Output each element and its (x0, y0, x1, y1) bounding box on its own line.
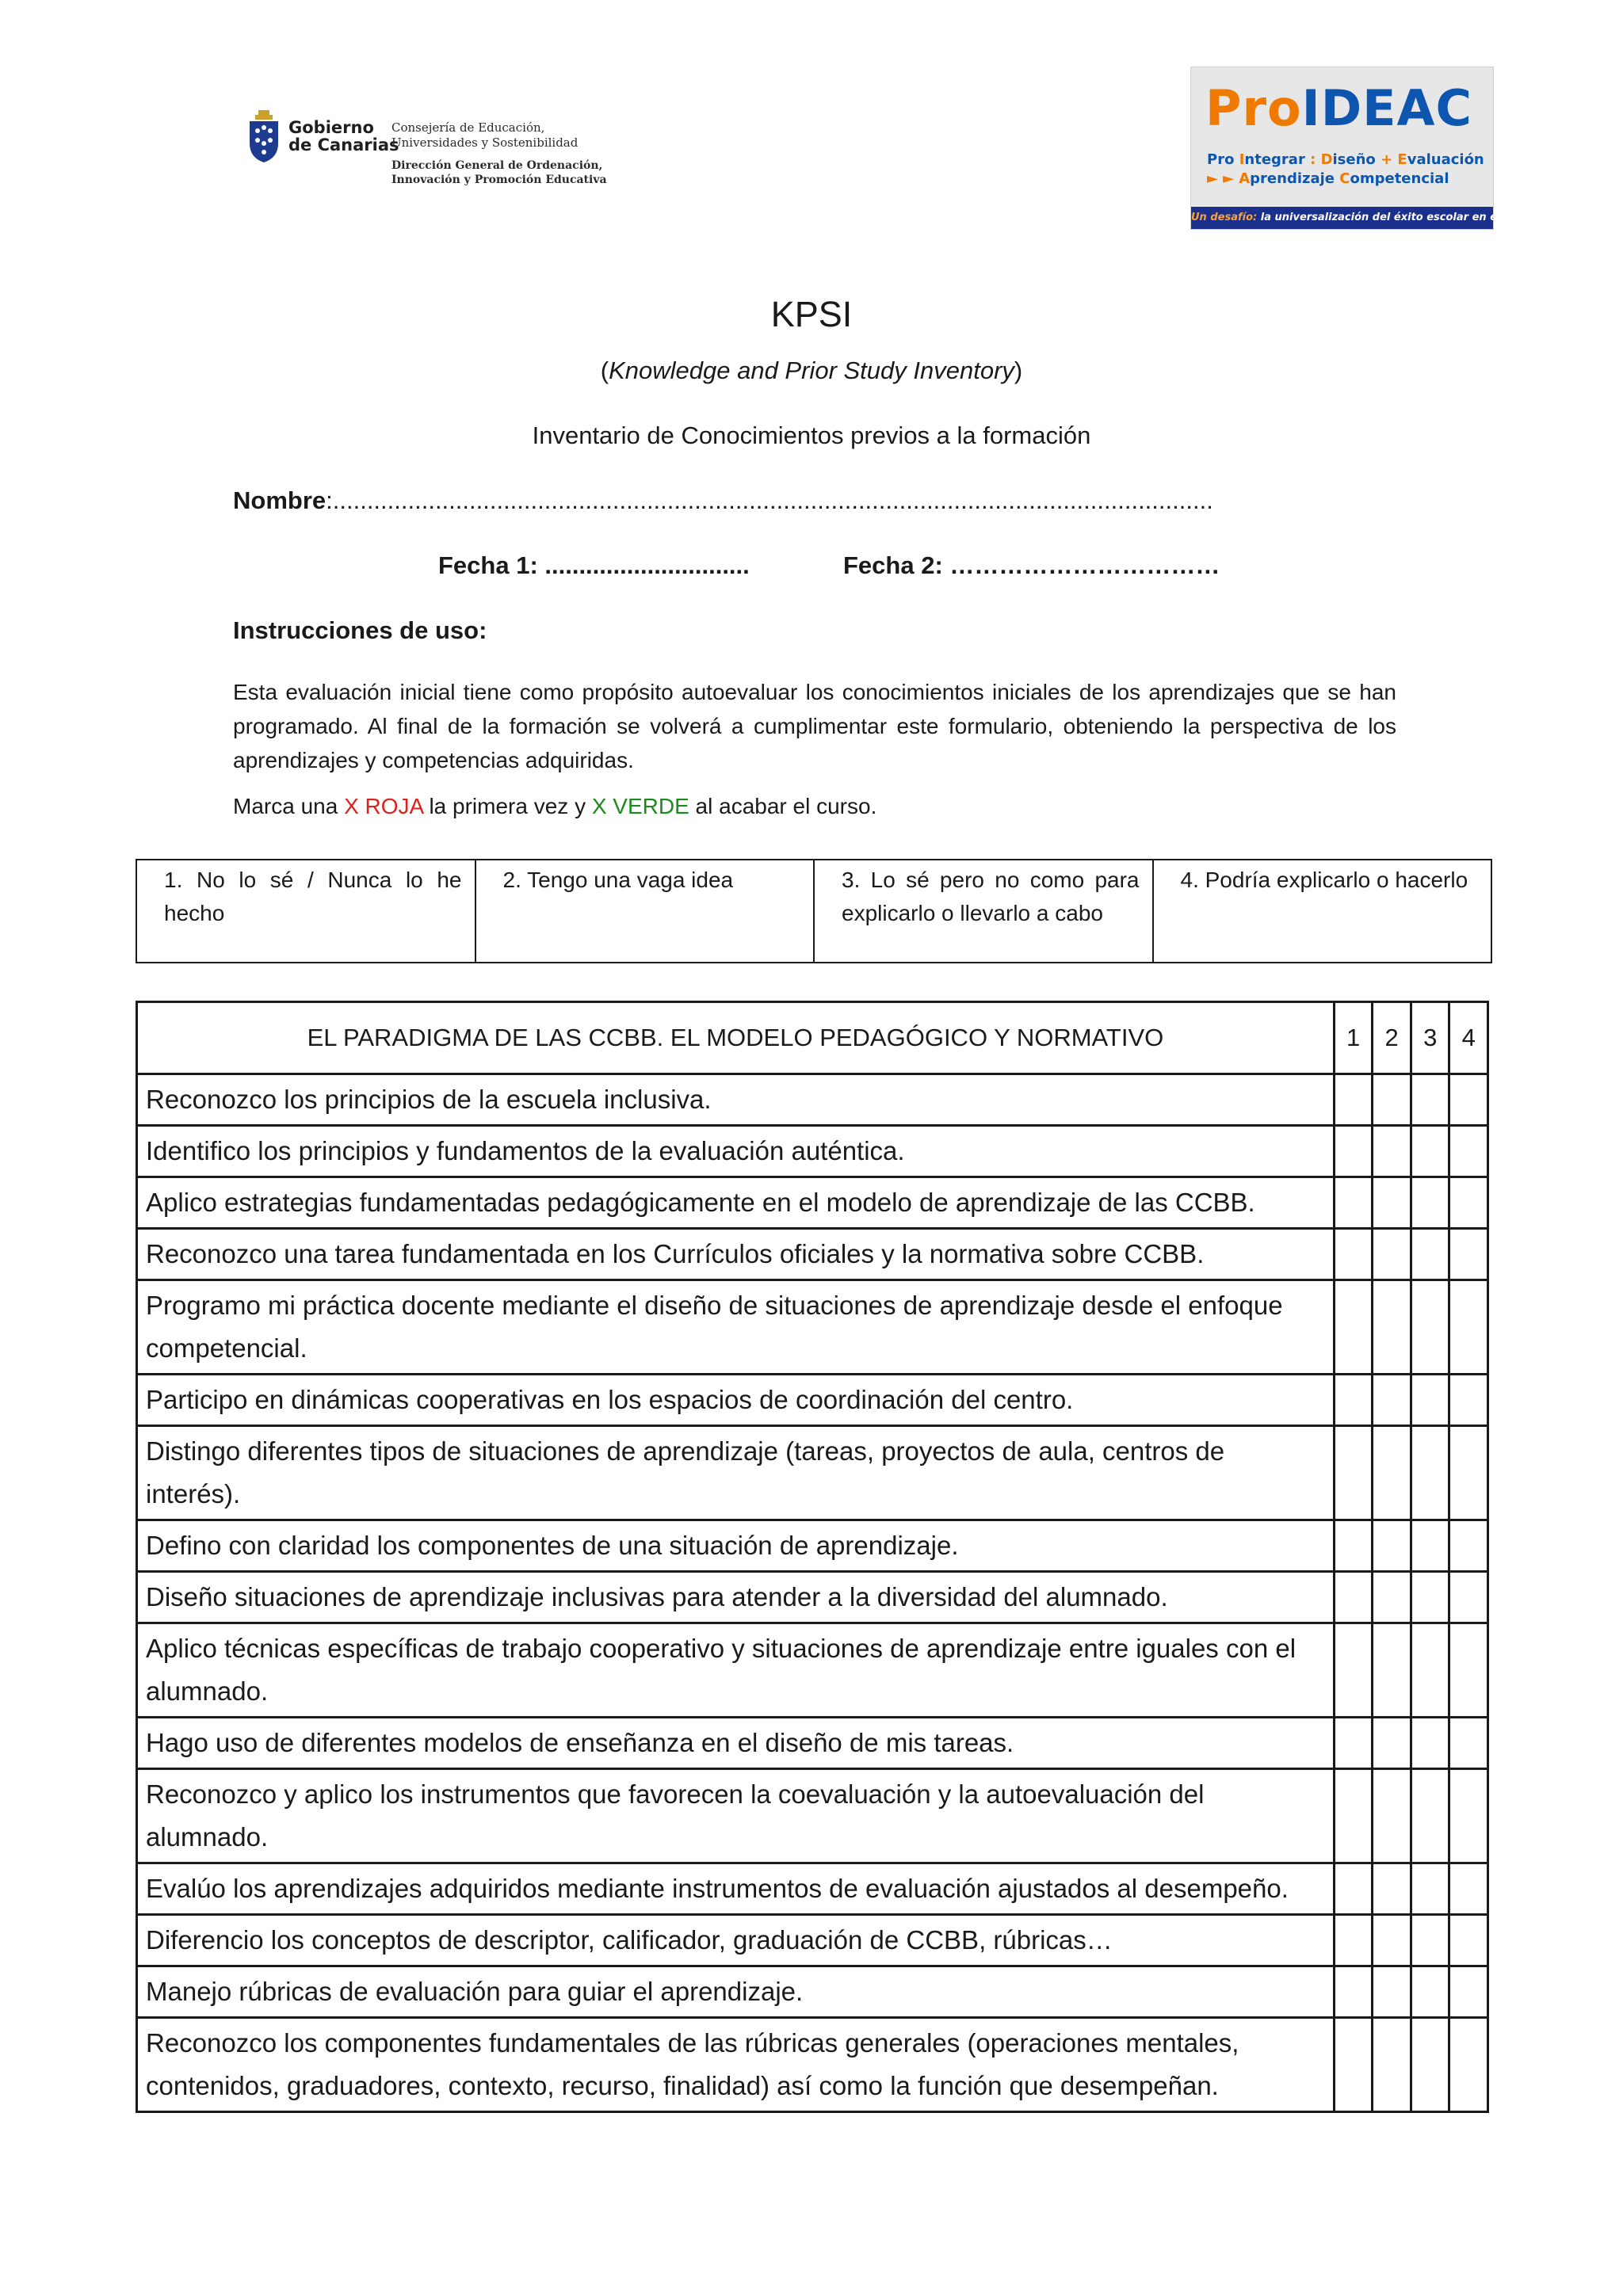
rating-cell-2[interactable] (1373, 1623, 1411, 1718)
tag-part: D (1320, 151, 1333, 168)
rating-cell-1[interactable] (1334, 1074, 1373, 1126)
subtitle-italic: Knowledge and Prior Study Inventory (609, 357, 1014, 384)
rating-cell-2[interactable] (1373, 1229, 1411, 1280)
rating-cell-3[interactable] (1411, 1623, 1449, 1718)
rating-cell-2[interactable] (1373, 1863, 1411, 1915)
scale-level-4: 4. Podría explicarlo o hacerlo (1180, 868, 1468, 892)
direccion-line1: Dirección General de Ordenación, (391, 159, 603, 172)
rating-cell-3[interactable] (1411, 1966, 1449, 2018)
table-row (137, 1074, 1488, 1126)
table-row (137, 1280, 1488, 1375)
rating-cell-3[interactable] (1411, 1229, 1449, 1280)
rating-cell-4[interactable] (1449, 1074, 1488, 1126)
rating-cell-1[interactable] (1334, 1375, 1373, 1426)
rating-cell-1[interactable] (1334, 1966, 1373, 2018)
tag-part: C (1339, 170, 1350, 187)
nombre-label: Nombre (233, 486, 327, 514)
consejeria-line2: Universidades y Sostenibilidad (391, 135, 579, 150)
rating-cell-1[interactable] (1334, 1769, 1373, 1863)
tag-part: prendizaje (1250, 170, 1340, 187)
paren-close: ) (1014, 357, 1023, 384)
tag-part: : (1304, 151, 1321, 168)
marca-roja: X ROJA (344, 794, 423, 818)
item-text: Participo en dinámicas cooperativas en los espacios de coordinación del centro. (137, 1375, 1335, 1426)
item-text: Aplico estrategias fundamentadas pedagógicamente en el modelo de aprendizaje de las CCBB. (137, 1177, 1335, 1229)
table-row (137, 1718, 1488, 1769)
rating-cell-1[interactable] (1334, 1520, 1373, 1572)
page-subtitle-2: Inventario de Conocimientos previos a la formación (532, 421, 1091, 449)
item-text: Identifico los principios y fundamentos de la evaluación auténtica. (137, 1126, 1335, 1177)
fecha-1-field[interactable]: Fecha 1: .............................. (438, 551, 750, 579)
proideac-tagline-2 (1207, 170, 1449, 188)
rating-cell-1[interactable] (1334, 1177, 1373, 1229)
nombre-field[interactable] (233, 485, 1213, 517)
item-text: Diseño situaciones de aprendizaje inclusivas para atender a la diversidad del alumnado. (137, 1572, 1335, 1623)
rating-cell-3[interactable] (1411, 1426, 1449, 1520)
scale-level-2: 2. Tengo una vaga idea (476, 860, 815, 962)
rating-cell-4[interactable] (1449, 1718, 1488, 1769)
rating-cell-4[interactable] (1449, 1177, 1488, 1229)
item-text: Evalúo los aprendizajes adquiridos mediante instrumentos de evaluación ajustados al desempeño. (137, 1863, 1335, 1915)
rating-cell-3[interactable] (1411, 1520, 1449, 1572)
rating-cell-2[interactable] (1373, 1177, 1411, 1229)
rating-cell-3[interactable] (1411, 1915, 1449, 1966)
coat-of-arms-icon (247, 109, 281, 164)
rating-cell-3[interactable] (1411, 1718, 1449, 1769)
paren-open: ( (600, 357, 609, 384)
rating-cell-2[interactable] (1373, 1769, 1411, 1863)
tag-part: ► ► (1207, 170, 1239, 187)
marca-text-1: Marca una (233, 794, 345, 818)
table-header-row (137, 1002, 1488, 1074)
consejeria-block (391, 120, 607, 187)
tag-part: ntegrar (1244, 151, 1305, 168)
item-text: Aplico técnicas específicas de trabajo cooperativo y situaciones de aprendizaje entre iguales con el alumnado. (137, 1623, 1335, 1718)
rating-cell-3[interactable] (1411, 1769, 1449, 1863)
scale-level-1: 1. No lo sé / Nunca lo he hecho (137, 860, 476, 962)
rating-cell-3[interactable] (1411, 1280, 1449, 1375)
rating-cell-2[interactable] (1373, 1520, 1411, 1572)
rating-cell-2[interactable] (1373, 1915, 1411, 1966)
rating-cell-2[interactable] (1373, 1074, 1411, 1126)
instrucciones-text: Esta evaluación inicial tiene como propósito autoevaluar los conocimientos iniciales de los aprendizajes que se han programado. Al final de la formación se volverá a cumplimentar este formulario, obteniendo la perspectiva de los aprendizajes y competencias adquiridas. (233, 680, 1396, 772)
proideac-tagline-1 (1207, 151, 1484, 169)
gobierno-name-line1: Gobierno (288, 118, 374, 137)
rating-cell-1[interactable] (1334, 2018, 1373, 2112)
rating-cell-1[interactable] (1334, 1229, 1373, 1280)
rating-cell-3[interactable] (1411, 1126, 1449, 1177)
table-row (137, 1177, 1488, 1229)
rating-cell-4[interactable] (1449, 1966, 1488, 2018)
table-header: EL PARADIGMA DE LAS CCBB. EL MODELO PEDAGÓGICO Y NORMATIVO (137, 1002, 1335, 1074)
rating-cell-1[interactable] (1334, 1623, 1373, 1718)
item-text: Diferencio los conceptos de descriptor, calificador, graduación de CCBB, rúbricas… (137, 1915, 1335, 1966)
rating-cell-2[interactable] (1373, 1572, 1411, 1623)
fecha-2-field[interactable]: Fecha 2: …………………………… (843, 551, 1220, 579)
rating-cell-4[interactable] (1449, 1572, 1488, 1623)
tag-part: Pro (1207, 151, 1239, 168)
table-row (137, 1966, 1488, 2018)
scale-level-3: 3. Lo sé pero no como para explicarlo o llevarlo a cabo (815, 860, 1154, 962)
scale-legend (136, 859, 1492, 963)
table-row (137, 1863, 1488, 1915)
rating-cell-4[interactable] (1449, 1280, 1488, 1375)
column-1-header: 1 (1334, 1002, 1373, 1074)
rating-cell-3[interactable] (1411, 1375, 1449, 1426)
rating-cell-1[interactable] (1334, 1426, 1373, 1520)
item-text: Reconozco los principios de la escuela inclusiva. (137, 1074, 1335, 1126)
gobierno-name-line2: de Canarias (288, 135, 399, 154)
nombre-dots: :................................................................................................................................. (326, 486, 1213, 514)
band-lead: Un desafío: (1191, 212, 1258, 223)
item-text: Reconozco una tarea fundamentada en los Currículos oficiales y la normativa sobre CCBB. (137, 1229, 1335, 1280)
proideac-wordmark (1205, 80, 1472, 137)
item-text: Defino con claridad los componentes de una situación de aprendizaje. (137, 1520, 1335, 1572)
gobierno-canarias-logo (247, 105, 399, 168)
marca-text-3: al acabar el curso. (689, 794, 877, 818)
tag-part: A (1239, 170, 1251, 187)
instrucciones-heading: Instrucciones de uso: (233, 616, 487, 644)
rating-cell-4[interactable] (1449, 1229, 1488, 1280)
gobierno-name (288, 119, 399, 154)
tag-part: + (1375, 151, 1398, 168)
rating-cell-4[interactable] (1449, 1915, 1488, 1966)
kpsi-table (136, 1001, 1489, 2113)
item-text: Manejo rúbricas de evaluación para guiar el aprendizaje. (137, 1966, 1335, 2018)
table-row (137, 1375, 1488, 1426)
rating-cell-2[interactable] (1373, 1280, 1411, 1375)
tag-part: E (1397, 151, 1407, 168)
rating-cell-1[interactable] (1334, 1572, 1373, 1623)
rating-cell-2[interactable] (1373, 1375, 1411, 1426)
rating-cell-4[interactable] (1449, 1426, 1488, 1520)
rating-cell-2[interactable] (1373, 2018, 1411, 2112)
rating-cell-3[interactable] (1411, 2018, 1449, 2112)
table-row (137, 1126, 1488, 1177)
rating-cell-2[interactable] (1373, 1966, 1411, 2018)
rating-cell-1[interactable] (1334, 1280, 1373, 1375)
marca-instruction (233, 791, 876, 822)
page-title: KPSI (770, 294, 853, 334)
column-3-header: 3 (1411, 1002, 1449, 1074)
column-2-header: 2 (1373, 1002, 1411, 1074)
marca-text-2: la primera vez y (422, 794, 592, 818)
table-row (137, 1229, 1488, 1280)
page-subtitle (0, 355, 1623, 387)
rating-cell-3[interactable] (1411, 1177, 1449, 1229)
tag-part: valuación (1407, 151, 1484, 168)
table-row (137, 2018, 1488, 2112)
rating-cell-1[interactable] (1334, 1718, 1373, 1769)
rating-cell-3[interactable] (1411, 1863, 1449, 1915)
rating-cell-3[interactable] (1411, 1572, 1449, 1623)
column-4-header: 4 (1449, 1002, 1488, 1074)
rating-cell-4[interactable] (1449, 1126, 1488, 1177)
rating-cell-4[interactable] (1449, 1769, 1488, 1863)
table-row (137, 1769, 1488, 1863)
rating-cell-4[interactable] (1449, 1623, 1488, 1718)
direccion-line2: Innovación y Promoción Educativa (391, 174, 607, 186)
tag-part: iseño (1332, 151, 1376, 168)
table-row (137, 1572, 1488, 1623)
proideac-pro: Pro (1205, 79, 1302, 137)
consejeria-line1: Consejería de Educación, (391, 120, 545, 135)
marca-verde: X VERDE (591, 794, 689, 818)
rating-cell-4[interactable] (1449, 2018, 1488, 2112)
tag-part: I (1239, 151, 1245, 168)
rating-cell-2[interactable] (1373, 1718, 1411, 1769)
item-text: Programo mi práctica docente mediante el diseño de situaciones de aprendizaje desde el enfoque competencial. (137, 1280, 1335, 1375)
item-text: Hago uso de diferentes modelos de enseñanza en el diseño de mis tareas. (137, 1718, 1335, 1769)
item-text: Distingo diferentes tipos de situaciones de aprendizaje (tareas, proyectos de aula, centros de interés). (137, 1426, 1335, 1520)
rating-cell-3[interactable] (1411, 1074, 1449, 1126)
band-text: la universalización del éxito escolar en el siglo XXI (1257, 212, 1556, 223)
table-row (137, 1426, 1488, 1520)
table-row (137, 1915, 1488, 1966)
tag-part: ompetencial (1350, 170, 1449, 187)
rating-cell-4[interactable] (1449, 1863, 1488, 1915)
proideac-logo (1190, 67, 1556, 230)
proideac-band (1191, 207, 1556, 229)
rating-cell-1[interactable] (1334, 1863, 1373, 1915)
proideac-ideac: IDEAC (1301, 79, 1472, 137)
rating-cell-2[interactable] (1373, 1426, 1411, 1520)
item-text: Reconozco y aplico los instrumentos que favorecen la coevaluación y la autoevaluación del alumnado. (137, 1769, 1335, 1863)
table-row (137, 1520, 1488, 1572)
item-text: Reconozco los componentes fundamentales de las rúbricas generales (operaciones mentales, contenidos, graduadores, contexto, recurso, finalidad) así como la función que desempeñan. (137, 2018, 1335, 2112)
rating-cell-1[interactable] (1334, 1126, 1373, 1177)
rating-cell-1[interactable] (1334, 1915, 1373, 1966)
rating-cell-4[interactable] (1449, 1520, 1488, 1572)
rating-cell-4[interactable] (1449, 1375, 1488, 1426)
rating-cell-2[interactable] (1373, 1126, 1411, 1177)
table-row (137, 1623, 1488, 1718)
